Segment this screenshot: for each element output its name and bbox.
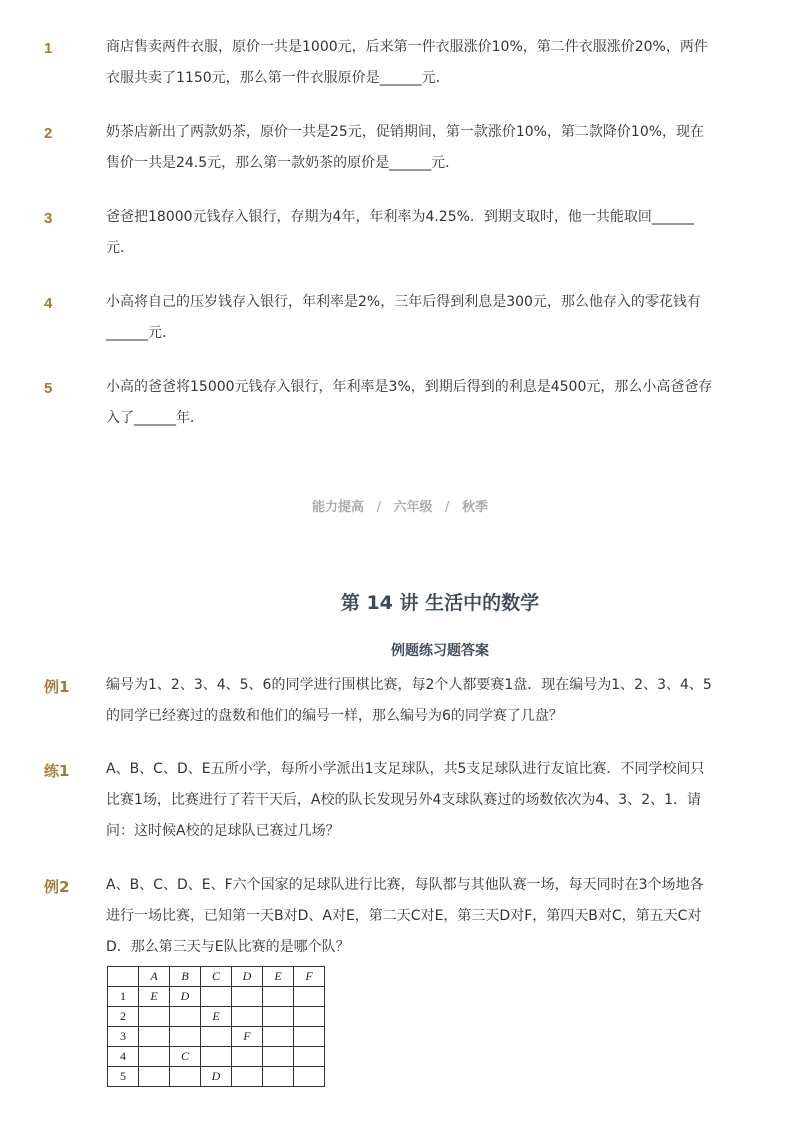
table-cell — [170, 1007, 201, 1027]
problem-number: 5 — [44, 380, 53, 397]
table-row — [108, 1007, 325, 1027]
example-text — [106, 870, 716, 963]
table-cell — [263, 1007, 294, 1027]
table-row — [108, 1067, 325, 1087]
table-row-header: 4 — [108, 1047, 139, 1067]
table-cell — [139, 1007, 170, 1027]
table-cell — [294, 1067, 325, 1087]
table-cell — [232, 987, 263, 1007]
table-cell — [263, 987, 294, 1007]
footer-part: 秋季 — [461, 500, 488, 515]
table-cell — [294, 1007, 325, 1027]
table-cell — [294, 1027, 325, 1047]
problem-line: 元． — [106, 240, 134, 256]
example-line: 的同学已经赛过的盘数和他们的编号一样，那么编号为6的同学赛了几盘？ — [106, 708, 563, 724]
table-cell — [170, 1027, 201, 1047]
table-header-cell: A — [139, 967, 170, 987]
table-header-cell: D — [232, 967, 263, 987]
table-cell — [232, 1007, 263, 1027]
table-cell: F — [232, 1027, 263, 1047]
table-row — [108, 1047, 325, 1067]
problem-text — [106, 32, 716, 94]
example-label: 练1 — [44, 762, 70, 780]
table-row — [108, 987, 325, 1007]
table-row-header: 1 — [108, 987, 139, 1007]
table-cell: D — [201, 1067, 232, 1087]
table-cell — [263, 1027, 294, 1047]
chapter-title: 第 14 讲 生活中的数学 — [340, 592, 540, 614]
table-cell: E — [201, 1007, 232, 1027]
problem-number: 4 — [44, 295, 53, 312]
problem-text — [106, 202, 716, 264]
footer-part: 六年级 — [393, 500, 433, 515]
table-cell — [139, 1027, 170, 1047]
table-cell — [263, 1047, 294, 1067]
problem-line: 售价一共是24.5元，那么第一款奶茶的原价是______元． — [106, 155, 460, 171]
problem-line: 小高将自己的压岁钱存入银行，年利率是2%，三年后得到利息是300元，那么他存入的零花钱有 — [106, 294, 701, 310]
section-title: 例题练习题答案 — [391, 643, 489, 659]
table-cell: D — [170, 987, 201, 1007]
table-cell: C — [170, 1047, 201, 1067]
table-header-cell: B — [170, 967, 201, 987]
footer-part: 能力提高 — [312, 500, 365, 515]
table-cell — [294, 987, 325, 1007]
example-text — [106, 670, 716, 732]
example-line: 进行一场比赛，已知第一天B对D、A对E，第二天C对E，第三天D对F，第四天B对C，第五天C对 — [106, 908, 702, 924]
example-line: 问：这时候A校的足球队已赛过几场？ — [106, 823, 340, 839]
example-line: 编号为1、2、3、4、5、6的同学进行围棋比赛，每2个人都要赛1盘．现在编号为1、2、3、4、5 — [106, 677, 712, 693]
table-row — [108, 1027, 325, 1047]
table-cell — [201, 987, 232, 1007]
table-header-row — [108, 967, 325, 987]
table-cell — [294, 1047, 325, 1067]
page-footer — [0, 496, 800, 515]
footer-separator: / — [376, 500, 381, 515]
example-text — [106, 754, 716, 847]
example-line: D．那么第三天与E队比赛的是哪个队？ — [106, 939, 350, 955]
table-cell — [232, 1067, 263, 1087]
problem-line: 小高的爸爸将15000元钱存入银行，年利率是3%，到期后得到的利息是4500元，那么小高爸爸存 — [106, 379, 713, 395]
problem-line: ______元． — [106, 325, 176, 341]
problem-line: 奶茶店新出了两款奶茶，原价一共是25元，促销期间，第一款涨价10%，第二款降价10%，现在 — [106, 124, 705, 140]
table-header-cell: E — [263, 967, 294, 987]
problem-text — [106, 287, 716, 349]
example-line: A、B、C、D、E、F六个国家的足球队进行比赛，每队都与其他队赛一场，每天同时在3个场地各 — [106, 877, 704, 893]
problem-text — [106, 372, 716, 434]
table-row-header: 3 — [108, 1027, 139, 1047]
example-line: 比赛1场，比赛进行了若干天后，A校的队长发现另外4支球队赛过的场数依次为4、3、2、1．请 — [106, 792, 702, 808]
table-cell: E — [139, 987, 170, 1007]
table-row-header: 2 — [108, 1007, 139, 1027]
schedule-table — [107, 966, 325, 1087]
example-label: 例1 — [44, 678, 70, 696]
table-cell — [108, 967, 139, 987]
problem-text — [106, 117, 716, 179]
table-cell — [170, 1067, 201, 1087]
problem-number: 1 — [44, 40, 53, 57]
problem-line: 衣服共卖了1150元，那么第一件衣服原价是______元． — [106, 70, 450, 86]
example-line: A、B、C、D、E五所小学，每所小学派出1支足球队，共5支足球队进行友谊比赛．不同学校间只 — [106, 761, 705, 777]
problem-line: 爸爸把18000元钱存入银行，存期为4年，年利率为4.25%．到期支取时，他一共能取回______ — [106, 209, 694, 225]
table-cell — [139, 1067, 170, 1087]
footer-separator: / — [445, 500, 450, 515]
table-header-cell: C — [201, 967, 232, 987]
table-header-cell: F — [294, 967, 325, 987]
table-cell — [232, 1047, 263, 1067]
table-cell — [263, 1067, 294, 1087]
problem-number: 3 — [44, 210, 53, 227]
problem-number: 2 — [44, 125, 53, 142]
table-cell — [201, 1027, 232, 1047]
table-cell — [201, 1047, 232, 1067]
example-label: 例2 — [44, 878, 70, 896]
problem-line: 入了______年． — [106, 410, 204, 426]
table-cell — [139, 1047, 170, 1067]
problem-line: 商店售卖两件衣服，原价一共是1000元，后来第一件衣服涨价10%，第二件衣服涨价20%，两件 — [106, 39, 708, 55]
table-row-header: 5 — [108, 1067, 139, 1087]
